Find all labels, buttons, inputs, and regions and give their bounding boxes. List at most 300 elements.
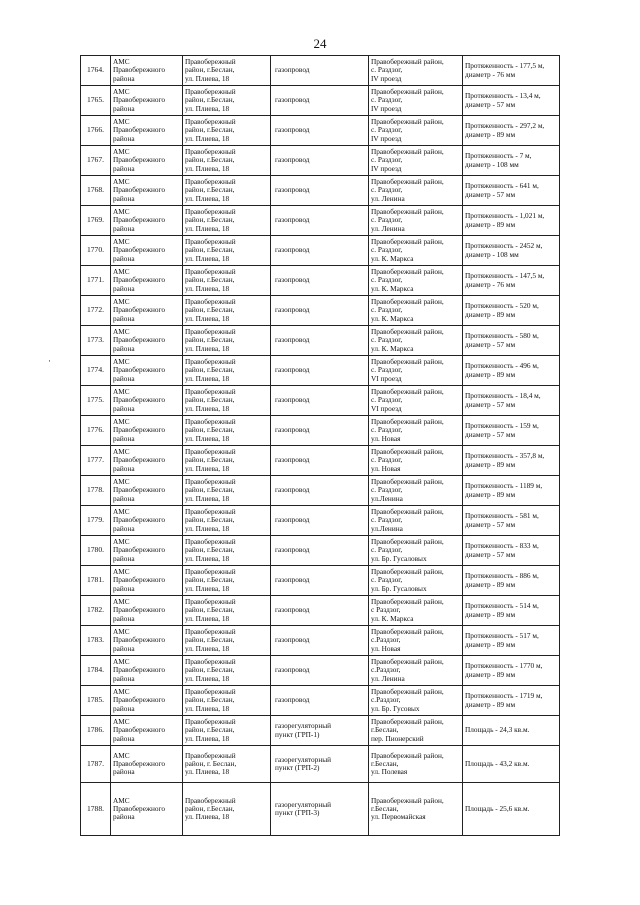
object-name-cell xyxy=(271,746,369,783)
row-number: 1782. xyxy=(81,596,111,626)
location-cell xyxy=(369,446,463,476)
table-row xyxy=(81,686,560,716)
location-cell xyxy=(369,596,463,626)
row-number: 1768. xyxy=(81,176,111,206)
owner-address-cell-line: ул. Плиева, 18 xyxy=(185,283,230,293)
owner-cell-line: района xyxy=(113,463,135,473)
owner-address-cell-line: Правобережный xyxy=(185,357,236,367)
table-row xyxy=(81,416,560,446)
owner-address-cell-line: район, г.Беслан, xyxy=(185,635,235,645)
owner-cell-line: АМС xyxy=(113,537,130,547)
table-row xyxy=(81,386,560,416)
specification-cell xyxy=(463,146,560,176)
owner-address-cell xyxy=(183,566,271,596)
table-row xyxy=(81,296,560,326)
location-cell-line: Правобережный район, xyxy=(371,477,444,487)
location-cell xyxy=(369,566,463,596)
owner-address-cell-line: район, г. Беслан, xyxy=(185,758,237,768)
object-name-cell xyxy=(271,626,369,656)
owner-address-cell-line: Правобережный xyxy=(185,177,236,187)
row-number: 1784. xyxy=(81,656,111,686)
owner-cell-line: АМС xyxy=(113,147,130,157)
location-cell-line: с. Раздзог, xyxy=(371,545,403,555)
specification-cell-line: диаметр - 89 мм xyxy=(465,129,516,139)
location-cell-line: с. Раздзог, xyxy=(371,95,403,105)
owner-address-cell-line: Правобережный xyxy=(185,477,236,487)
object-name-cell xyxy=(271,566,369,596)
owner-cell-line: района xyxy=(113,767,135,777)
owner-address-cell-line: ул. Плиева, 18 xyxy=(185,523,230,533)
location-cell xyxy=(369,506,463,536)
owner-cell-line: района xyxy=(113,133,135,143)
owner-cell-line: района xyxy=(113,733,135,743)
location-cell-line: г.Беслан, xyxy=(371,758,399,768)
specification-cell-line: Протяженность - 18,4 м, xyxy=(465,391,541,401)
owner-address-cell-line: район, г.Беслан, xyxy=(185,395,235,405)
owner-cell xyxy=(111,206,183,236)
location-cell-line: с. Раздзог, xyxy=(371,395,403,405)
location-cell-line: ул. Полевая xyxy=(371,767,408,777)
owner-address-cell-line: Правобережный xyxy=(185,417,236,427)
table-row xyxy=(81,596,560,626)
location-cell-line: с. Раздзог, xyxy=(371,275,403,285)
owner-address-cell-line: Правобережный xyxy=(185,57,236,67)
owner-address-cell xyxy=(183,386,271,416)
location-cell-line: ул. Ленина xyxy=(371,193,405,203)
owner-cell-line: района xyxy=(113,673,135,683)
owner-address-cell-line: район, г.Беслан, xyxy=(185,515,235,525)
location-cell-line: ул. К. Маркса xyxy=(371,283,414,293)
owner-address-cell-line: ул. Плиева, 18 xyxy=(185,463,230,473)
location-cell-line: Правобережный район, xyxy=(371,717,444,727)
owner-address-cell-line: район, г.Беслан, xyxy=(185,335,235,345)
location-cell-line: с. Раздзог, xyxy=(371,575,403,585)
location-cell-line: Правобережный район, xyxy=(371,237,444,247)
object-name-cell-line: газопровод xyxy=(275,305,310,315)
specification-cell-line: диаметр - 89 мм xyxy=(465,369,516,379)
specification-cell xyxy=(463,596,560,626)
specification-cell xyxy=(463,506,560,536)
owner-address-cell-line: ул. Плиева, 18 xyxy=(185,767,230,777)
owner-cell-line: АМС xyxy=(113,567,130,577)
specification-cell xyxy=(463,686,560,716)
specification-cell-line: диаметр - 57 мм xyxy=(465,339,516,349)
owner-cell-line: Правобережного xyxy=(113,155,165,165)
owner-cell-line: АМС xyxy=(113,87,130,97)
owner-cell xyxy=(111,86,183,116)
object-name-cell xyxy=(271,236,369,266)
object-name-cell xyxy=(271,686,369,716)
specification-cell-line: Протяженность - 581 м, xyxy=(465,511,539,521)
specification-cell-line: Протяженность - 496 м, xyxy=(465,361,539,371)
specification-cell-line: диаметр - 57 мм xyxy=(465,519,516,529)
object-name-cell xyxy=(271,386,369,416)
owner-cell-line: Правобережного xyxy=(113,665,165,675)
object-name-cell xyxy=(271,596,369,626)
page-number: 24 xyxy=(313,36,327,51)
specification-cell-line: диаметр - 89 мм xyxy=(465,489,516,499)
object-name-cell-line: газопровод xyxy=(275,125,310,135)
owner-cell-line: Правобережного xyxy=(113,803,165,813)
specification-cell-line: диаметр - 89 мм xyxy=(465,699,516,709)
owner-cell xyxy=(111,686,183,716)
owner-cell-line: АМС xyxy=(113,387,130,397)
owner-cell xyxy=(111,476,183,506)
specification-cell-line: Площадь - 24,3 кв.м. xyxy=(465,725,530,735)
row-number: 1770. xyxy=(81,236,111,266)
location-cell xyxy=(369,476,463,506)
owner-address-cell-line: ул. Плиева, 18 xyxy=(185,193,230,203)
location-cell-line: ул. Новая xyxy=(371,643,401,653)
location-cell-line: Правобережный район, xyxy=(371,597,444,607)
owner-address-cell-line: Правобережный xyxy=(185,717,236,727)
location-cell xyxy=(369,356,463,386)
owner-address-cell xyxy=(183,266,271,296)
table-row xyxy=(81,56,560,86)
owner-cell xyxy=(111,783,183,836)
owner-address-cell-line: район, г.Беслан, xyxy=(185,215,235,225)
owner-cell-line: АМС xyxy=(113,687,130,697)
owner-cell-line: Правобережного xyxy=(113,455,165,465)
owner-cell-line: Правобережного xyxy=(113,695,165,705)
location-cell-line: IV проезд xyxy=(371,73,402,83)
owner-address-cell-line: Правобережный xyxy=(185,297,236,307)
owner-cell-line: района xyxy=(113,343,135,353)
owner-address-cell-line: ул. Плиева, 18 xyxy=(185,373,230,383)
specification-cell-line: Протяженность - 1189 м, xyxy=(465,481,543,491)
owner-address-cell-line: ул. Плиева, 18 xyxy=(185,812,230,822)
object-name-cell-line: газопровод xyxy=(275,425,310,435)
specification-cell xyxy=(463,566,560,596)
owner-cell-line: АМС xyxy=(113,117,130,127)
owner-address-cell-line: район, г.Беслан, xyxy=(185,605,235,615)
owner-cell-line: Правобережного xyxy=(113,215,165,225)
owner-cell xyxy=(111,716,183,746)
owner-address-cell xyxy=(183,686,271,716)
location-cell-line: Правобережный район, xyxy=(371,657,444,667)
location-cell-line: Правобережный район, xyxy=(371,57,444,67)
owner-address-cell-line: ул. Плиева, 18 xyxy=(185,673,230,683)
object-name-cell-line: газопровод xyxy=(275,575,310,585)
owner-address-cell-line: Правобережный xyxy=(185,327,236,337)
owner-cell-line: Правобережного xyxy=(113,185,165,195)
location-cell-line: ул. Бр. Гусаловых xyxy=(371,583,427,593)
owner-cell xyxy=(111,146,183,176)
table-row xyxy=(81,236,560,266)
object-name-cell xyxy=(271,146,369,176)
owner-cell-line: Правобережного xyxy=(113,575,165,585)
owner-cell-line: Правобережного xyxy=(113,725,165,735)
object-name-cell-line: пункт (ГРП-3) xyxy=(275,808,320,817)
location-cell xyxy=(369,236,463,266)
owner-cell-line: района xyxy=(113,403,135,413)
location-cell xyxy=(369,116,463,146)
owner-cell xyxy=(111,656,183,686)
owner-cell-line: Правобережного xyxy=(113,425,165,435)
owner-address-cell-line: ул. Плиева, 18 xyxy=(185,73,230,83)
owner-address-cell-line: Правобережный xyxy=(185,117,236,127)
owner-address-cell-line: Правобережный xyxy=(185,657,236,667)
specification-cell-line: диаметр - 76 мм xyxy=(465,69,516,79)
location-cell-line: Правобережный район, xyxy=(371,357,444,367)
location-cell-line: Правобережный район, xyxy=(371,117,444,127)
specification-cell-line: Площадь - 25,6 кв.м. xyxy=(465,803,530,813)
location-cell-line: с. Раздзог, xyxy=(371,65,403,75)
owner-cell-line: района xyxy=(113,313,135,323)
location-cell xyxy=(369,86,463,116)
object-name-cell-line: пункт (ГРП-2) xyxy=(275,763,320,772)
location-cell xyxy=(369,206,463,236)
object-name-cell xyxy=(271,356,369,386)
row-number: 1781. xyxy=(81,566,111,596)
owner-address-cell-line: район, г.Беслан, xyxy=(185,545,235,555)
owner-cell-line: Правобережного xyxy=(113,125,165,135)
specification-cell-line: диаметр - 57 мм xyxy=(465,99,516,109)
specification-cell xyxy=(463,446,560,476)
specification-cell-line: диаметр - 89 мм xyxy=(465,459,516,469)
object-name-cell-line: газопровод xyxy=(275,665,310,675)
object-name-cell-line: пункт (ГРП-1) xyxy=(275,729,320,739)
object-name-cell-line: газопровод xyxy=(275,545,310,555)
specification-cell-line: диаметр - 89 мм xyxy=(465,639,516,649)
specification-cell xyxy=(463,86,560,116)
table-row xyxy=(81,783,560,836)
owner-cell-line: района xyxy=(113,73,135,83)
owner-address-cell-line: ул. Плиева, 18 xyxy=(185,703,230,713)
owner-cell-line: АМС xyxy=(113,357,130,367)
owner-cell-line: Правобережного xyxy=(113,485,165,495)
row-number: 1772. xyxy=(81,296,111,326)
owner-cell-line: района xyxy=(113,283,135,293)
specification-cell-line: Протяженность - 2452 м, xyxy=(465,241,543,251)
location-cell-line: IV проезд xyxy=(371,103,402,113)
owner-cell-line: АМС xyxy=(113,507,130,517)
margin-mark: · xyxy=(48,356,51,366)
object-name-cell xyxy=(271,116,369,146)
owner-address-cell-line: ул. Плиева, 18 xyxy=(185,643,230,653)
row-number: 1774. xyxy=(81,356,111,386)
object-name-cell-line: газопровод xyxy=(275,95,310,105)
owner-cell xyxy=(111,176,183,206)
owner-address-cell-line: Правобережный xyxy=(185,597,236,607)
location-cell xyxy=(369,296,463,326)
table-row xyxy=(81,356,560,386)
location-cell-line: Правобережный район, xyxy=(371,207,444,217)
owner-cell-line: Правобережного xyxy=(113,335,165,345)
owner-address-cell-line: ул. Плиева, 18 xyxy=(185,613,230,623)
specification-cell xyxy=(463,236,560,266)
table-row xyxy=(81,506,560,536)
specification-cell-line: Протяженность - 886 м, xyxy=(465,571,539,581)
location-cell-line: VI проезд xyxy=(371,403,402,413)
specification-cell-line: диаметр - 76 мм xyxy=(465,279,516,289)
owner-cell-line: АМС xyxy=(113,207,130,217)
table-row xyxy=(81,86,560,116)
specification-cell-line: Протяженность - 641 м, xyxy=(465,181,539,191)
owner-cell-line: района xyxy=(113,223,135,233)
owner-cell xyxy=(111,56,183,86)
owner-cell xyxy=(111,566,183,596)
object-name-cell-line: газопровод xyxy=(275,245,310,255)
owner-cell xyxy=(111,506,183,536)
owner-address-cell-line: Правобережный xyxy=(185,147,236,157)
owner-address-cell xyxy=(183,746,271,783)
specification-cell-line: диаметр - 89 мм xyxy=(465,309,516,319)
row-number: 1788. xyxy=(81,783,111,836)
owner-cell-line: Правобережного xyxy=(113,395,165,405)
owner-address-cell-line: ул. Плиева, 18 xyxy=(185,733,230,743)
owner-cell-line: Правобережного xyxy=(113,245,165,255)
row-number: 1765. xyxy=(81,86,111,116)
location-cell-line: ул. Первомайская xyxy=(371,812,426,822)
owner-cell xyxy=(111,296,183,326)
location-cell-line: пер. Пионерский xyxy=(371,733,424,743)
owner-cell-line: Правобережного xyxy=(113,365,165,375)
location-cell-line: с. Раздзог, xyxy=(371,155,403,165)
specification-cell xyxy=(463,116,560,146)
specification-cell xyxy=(463,356,560,386)
owner-cell-line: Правобережного xyxy=(113,545,165,555)
owner-address-cell xyxy=(183,626,271,656)
specification-cell xyxy=(463,56,560,86)
specification-cell-line: Протяженность - 147,5 м, xyxy=(465,271,545,281)
object-name-cell-line: газопровод xyxy=(275,635,310,645)
location-cell xyxy=(369,716,463,746)
specification-cell xyxy=(463,716,560,746)
property-registry-table xyxy=(80,55,560,836)
owner-cell-line: Правобережного xyxy=(113,605,165,615)
owner-address-cell-line: Правобережный xyxy=(185,447,236,457)
owner-address-cell xyxy=(183,326,271,356)
owner-address-cell-line: район, г.Беслан, xyxy=(185,275,235,285)
owner-cell-line: района xyxy=(113,253,135,263)
specification-cell xyxy=(463,176,560,206)
specification-cell-line: диаметр - 89 мм xyxy=(465,219,516,229)
specification-cell-line: Протяженность - 357,8 м, xyxy=(465,451,545,461)
owner-address-cell-line: район, г.Беслан, xyxy=(185,803,235,813)
owner-address-cell-line: Правобережный xyxy=(185,687,236,697)
owner-cell xyxy=(111,356,183,386)
specification-cell xyxy=(463,626,560,656)
owner-cell-line: АМС xyxy=(113,57,130,67)
owner-cell xyxy=(111,596,183,626)
table-row xyxy=(81,536,560,566)
row-number: 1771. xyxy=(81,266,111,296)
owner-address-cell-line: ул. Плиева, 18 xyxy=(185,493,230,503)
row-number: 1776. xyxy=(81,416,111,446)
specification-cell-line: Протяженность - 514 м, xyxy=(465,601,539,611)
location-cell-line: с.Раздзог, xyxy=(371,665,401,675)
owner-address-cell-line: Правобережный xyxy=(185,750,236,760)
object-name-cell xyxy=(271,476,369,506)
owner-cell-line: АМС xyxy=(113,627,130,637)
location-cell-line: Правобережный район, xyxy=(371,177,444,187)
specification-cell-line: диаметр - 108 мм xyxy=(465,249,519,259)
owner-address-cell-line: ул. Плиева, 18 xyxy=(185,163,230,173)
owner-address-cell xyxy=(183,716,271,746)
specification-cell xyxy=(463,746,560,783)
owner-address-cell-line: Правобережный xyxy=(185,387,236,397)
object-name-cell-line: газорегуляторный xyxy=(275,754,332,764)
specification-cell xyxy=(463,476,560,506)
row-number: 1777. xyxy=(81,446,111,476)
owner-address-cell-line: район, г.Беслан, xyxy=(185,425,235,435)
location-cell-line: с Раздзог, xyxy=(371,605,401,615)
owner-address-cell xyxy=(183,296,271,326)
location-cell xyxy=(369,536,463,566)
owner-cell-line: района xyxy=(113,163,135,173)
location-cell-line: Правобережный район, xyxy=(371,387,444,397)
row-number: 1773. xyxy=(81,326,111,356)
owner-cell-line: Правобережного xyxy=(113,758,165,768)
object-name-cell xyxy=(271,536,369,566)
owner-address-cell-line: Правобережный xyxy=(185,87,236,97)
table-row xyxy=(81,626,560,656)
owner-address-cell xyxy=(183,596,271,626)
object-name-cell-line: газопровод xyxy=(275,515,310,525)
owner-cell-line: района xyxy=(113,703,135,713)
owner-cell-line: района xyxy=(113,643,135,653)
owner-address-cell xyxy=(183,116,271,146)
owner-address-cell-line: ул. Плиева, 18 xyxy=(185,133,230,143)
object-name-cell-line: газопровод xyxy=(275,155,310,165)
location-cell-line: с. Раздзог, xyxy=(371,125,403,135)
location-cell-line: ул. Ленина xyxy=(371,223,405,233)
object-name-cell-line: газопровод xyxy=(275,485,310,495)
row-number: 1767. xyxy=(81,146,111,176)
specification-cell-line: Протяженность - 1770 м, xyxy=(465,661,543,671)
owner-address-cell-line: ул. Плиева, 18 xyxy=(185,103,230,113)
location-cell-line: Правобережный район, xyxy=(371,417,444,427)
object-name-cell-line: газорегуляторный xyxy=(275,721,332,731)
specification-cell-line: диаметр - 89 мм xyxy=(465,669,516,679)
location-cell-line: с. Раздзог, xyxy=(371,515,403,525)
owner-address-cell-line: Правобережный xyxy=(185,795,236,805)
location-cell-line: ул. Бр. Гусовых xyxy=(371,703,420,713)
location-cell-line: ул. Новая xyxy=(371,463,401,473)
owner-cell xyxy=(111,746,183,783)
object-name-cell-line: газопровод xyxy=(275,695,310,705)
location-cell-line: Правобережный район, xyxy=(371,537,444,547)
location-cell-line: с. Раздзог, xyxy=(371,485,403,495)
specification-cell xyxy=(463,266,560,296)
object-name-cell xyxy=(271,656,369,686)
owner-cell-line: района xyxy=(113,373,135,383)
owner-address-cell xyxy=(183,356,271,386)
specification-cell xyxy=(463,783,560,836)
location-cell-line: с. Раздзог, xyxy=(371,245,403,255)
registry-body xyxy=(81,56,560,836)
object-name-cell-line: газорегуляторный xyxy=(275,799,332,809)
owner-cell xyxy=(111,416,183,446)
location-cell xyxy=(369,146,463,176)
location-cell-line: с. Раздзог, xyxy=(371,215,403,225)
owner-address-cell-line: ул. Плиева, 18 xyxy=(185,433,230,443)
owner-address-cell-line: район, г.Беслан, xyxy=(185,65,235,75)
owner-address-cell-line: Правобережный xyxy=(185,537,236,547)
specification-cell-line: диаметр - 57 мм xyxy=(465,399,516,409)
location-cell-line: Правобережный район, xyxy=(371,687,444,697)
specification-cell-line: диаметр - 89 мм xyxy=(465,579,516,589)
location-cell-line: Правобережный район, xyxy=(371,507,444,517)
owner-address-cell-line: Правобережный xyxy=(185,627,236,637)
specification-cell-line: Протяженность - 833 м, xyxy=(465,541,539,551)
table-row xyxy=(81,266,560,296)
object-name-cell xyxy=(271,506,369,536)
location-cell-line: IV проезд xyxy=(371,163,402,173)
row-number: 1766. xyxy=(81,116,111,146)
location-cell xyxy=(369,176,463,206)
